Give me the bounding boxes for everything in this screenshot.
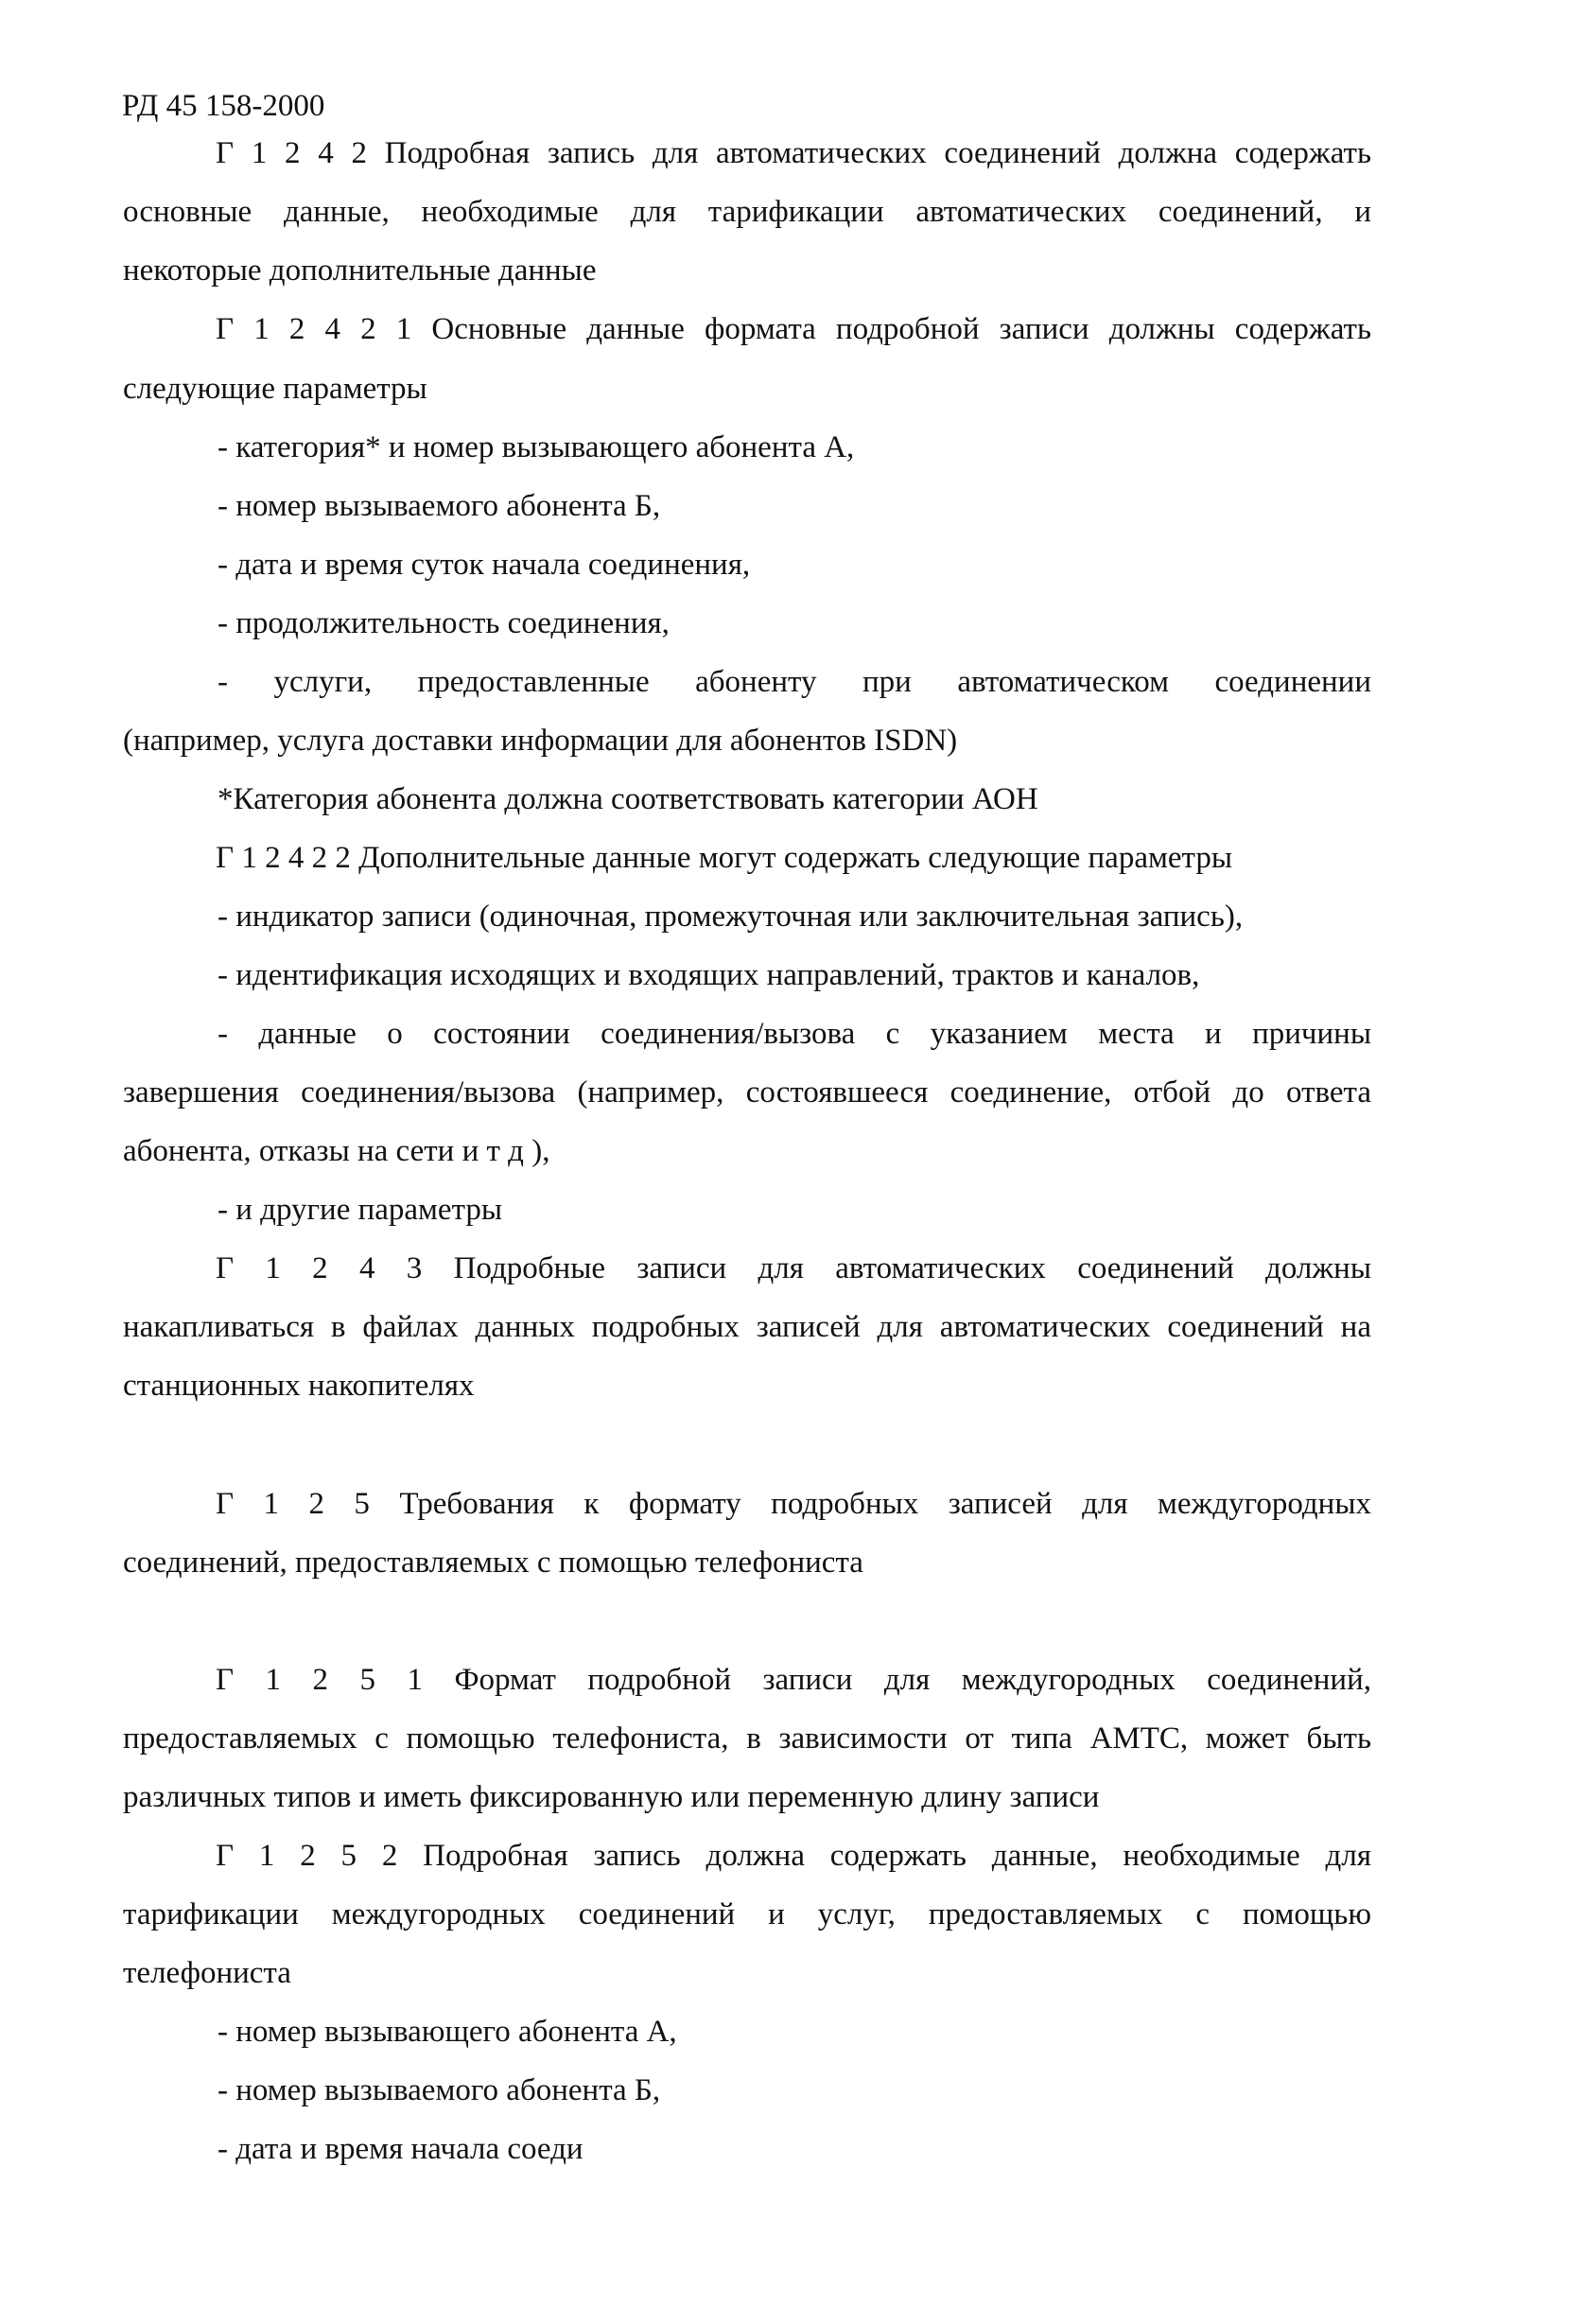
paragraph-g1251-line-2: предоставляемых с помощью телефониста, в зависимости от типа АМТС, может быть (123, 1721, 1371, 1756)
footnote: *Категория абонента должна соответствовать категории АОН (218, 782, 1038, 816)
list-item: - номер вызываемого абонента Б, (218, 489, 661, 523)
paragraph-g12421-line-1: Г 1 2 4 2 1 Основные данные формата подробной записи должны содержать (216, 312, 1371, 346)
paragraph-g1252-line-3: телефониста (123, 1956, 291, 1990)
list-item-status-line-3: абонента, отказы на сети и т д ), (123, 1134, 550, 1168)
list-item: - и другие параметры (218, 1193, 503, 1227)
paragraph-g12422-line-1: Г 1 2 4 2 2 Дополнительные данные могут содержать следующие параметры (216, 841, 1232, 875)
list-item: - номер вызывающего абонента А, (218, 2015, 677, 2049)
paragraph-g1251-line-1: Г 1 2 5 1 Формат подробной записи для междугородных соединений, (216, 1663, 1371, 1697)
paragraph-g1242-line-2: основные данные, необходимые для тарификации автоматических соединений, и (123, 195, 1371, 229)
list-item: - идентификация исходящих и входящих направлений, трактов и каналов, (218, 958, 1200, 992)
section-g125-heading-line-1: Г 1 2 5 Требования к формату подробных записей для междугородных (216, 1487, 1371, 1521)
document-code: РД 45 158-2000 (122, 89, 325, 123)
paragraph-g1242-line-1: Г 1 2 4 2 Подробная запись для автоматических соединений должна содержать (216, 136, 1371, 170)
list-item-services-line-2: (например, услуга доставки информации для абонентов ISDN) (123, 724, 958, 758)
paragraph-g1251-line-3: различных типов и иметь фиксированную или переменную длину записи (123, 1780, 1100, 1814)
paragraph-g1242-line-3: некоторые дополнительные данные (123, 253, 597, 288)
paragraph-g12421-line-2: следующие параметры (123, 372, 427, 406)
list-item: - продолжительность соединения, (218, 606, 670, 640)
list-item-status-line-1: - данные о состоянии соединения/вызова с указанием места и причины (218, 1017, 1371, 1051)
paragraph-g1243-line-3: станционных накопителях (123, 1369, 475, 1403)
list-item: - индикатор записи (одиночная, промежуточная или заключительная запись), (218, 900, 1244, 934)
paragraph-g1243-line-1: Г 1 2 4 3 Подробные записи для автоматических соединений должны (216, 1251, 1371, 1285)
list-item-services-line-1: - услуги, предоставленные абоненту при автоматическом соединении (218, 665, 1371, 699)
list-item: - дата и время суток начала соединения, (218, 548, 751, 582)
paragraph-g1252-line-1: Г 1 2 5 2 Подробная запись должна содержать данные, необходимые для (216, 1839, 1371, 1873)
section-g125-heading-line-2: соединений, предоставляемых с помощью телефониста (123, 1546, 863, 1580)
list-item-status-line-2: завершения соединения/вызова (например, состоявшееся соединение, отбой до ответа (123, 1075, 1371, 1110)
list-item: - категория* и номер вызывающего абонента А, (218, 430, 855, 464)
paragraph-g1252-line-2: тарификации междугородных соединений и услуг, предоставляемых с помощью (123, 1897, 1371, 1931)
paragraph-g1243-line-2: накапливаться в файлах данных подробных записей для автоматических соединений на (123, 1310, 1371, 1344)
list-item: - дата и время начала соеди (218, 2132, 583, 2166)
list-item: - номер вызываемого абонента Б, (218, 2073, 661, 2107)
